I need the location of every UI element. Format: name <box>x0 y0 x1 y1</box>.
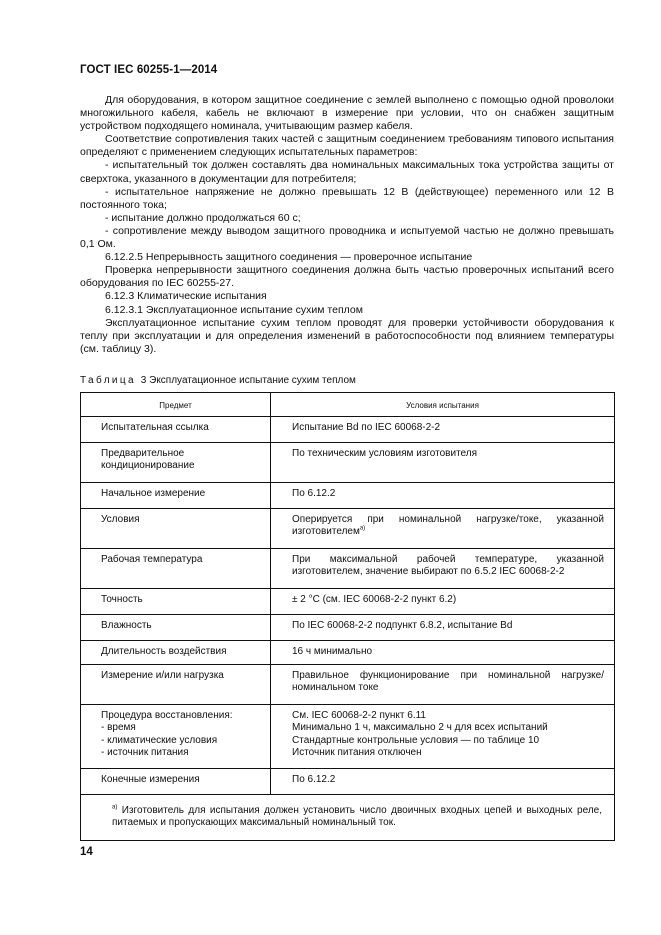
row-item: Конечные измерения <box>81 769 271 795</box>
row-item: Рабочая температура <box>81 549 271 589</box>
list-item: - испытание должно продолжаться 60 с; <box>105 211 301 224</box>
paragraph: Соответствие сопротивления таких частей с защитным соединением требованиям типового испытания определяют с применением следующих испытательных параметров: <box>80 133 614 159</box>
table-caption-text: 3 Эксплуатационное испытание сухим теплом <box>140 375 356 386</box>
footnote-reference: a) <box>359 526 366 533</box>
table-footnote-row <box>81 795 615 841</box>
row-item-line: - источник питания <box>101 747 189 759</box>
section-heading: 6.12.3.1 Эксплуатационное испытание сухим теплом <box>105 303 363 316</box>
footnote-mark: a) <box>112 804 118 811</box>
row-condition: По IEC 60068-2-2 подпункт 6.8.2, испытание Bd <box>271 615 615 641</box>
row-item: Точность <box>81 589 271 615</box>
row-condition: Правильное функционирование при номинальной нагрузке/ номинальном токе <box>271 665 615 705</box>
row-condition <box>271 509 615 549</box>
row-item: Начальное измерение <box>81 483 271 509</box>
row-condition: По техническим условиям изготовителя <box>271 443 615 483</box>
row-condition: 16 ч минимально <box>271 641 615 665</box>
row-condition-line: Источник питания отключен <box>292 747 422 759</box>
table-row <box>81 615 615 641</box>
body-text <box>80 94 614 356</box>
row-condition: По 6.12.2 <box>271 769 615 795</box>
section-heading: 6.12.2.5 Непрерывность защитного соединения — проверочное испытание <box>105 251 473 264</box>
row-item: Предварительное кондиционирование <box>81 443 271 483</box>
row-item: Измерение и/или нагрузка <box>81 665 271 705</box>
list-item: - испытательный ток должен составлять два номинальных максимальных тока устройства защиты от сверхтока, указанного в документации для потребителя; <box>80 159 614 185</box>
paragraph: Для оборудования, в котором защитное соединение с землей выполнено с помощью одной проволоки многожильного кабеля, кабель не включают в измерение при условии, что он снабжен защитным устройством подходящего номинала, учитывающим размер кабеля. <box>80 94 614 133</box>
section-heading: 6.12.3 Климатические испытания <box>105 290 267 303</box>
row-item: Испытательная ссылка <box>81 417 271 443</box>
table-row <box>81 769 615 795</box>
row-condition <box>271 705 615 769</box>
row-condition: По 6.12.2 <box>271 483 615 509</box>
document-header: ГОСТ IEC 60255-1—2014 <box>80 64 218 76</box>
row-condition-line: См. IEC 60068-2-2 пункт 6.11 <box>292 710 426 721</box>
table-row <box>81 641 615 665</box>
condition-text: Оперируется при номинальной нагрузке/токе, указанной изготовителем <box>292 514 604 538</box>
row-condition-line: Минимально 1 ч, максимально 2 ч для всех испытаний <box>292 722 548 734</box>
row-item: Длительность воздействия <box>81 641 271 665</box>
table-footnote <box>81 795 615 841</box>
row-item-line: - климатические условия <box>101 734 218 746</box>
table-row <box>81 509 615 549</box>
table-row <box>81 417 615 443</box>
row-item-line: - время <box>101 722 136 734</box>
row-item: Условия <box>81 509 271 549</box>
table-row <box>81 483 615 509</box>
table-caption-prefix: Таблица <box>80 375 137 386</box>
page-number: 14 <box>80 846 93 858</box>
table-row <box>81 705 615 769</box>
list-item: - сопротивление между выводом защитного проводника и испытуемой частью не должно превышать 0,1 Ом. <box>80 224 614 251</box>
table-row <box>81 443 615 483</box>
row-item <box>81 705 271 769</box>
table-row <box>81 549 615 589</box>
column-header-item: Предмет <box>81 393 271 417</box>
row-condition-line: Стандартные контрольные условия — по таблице 10 <box>292 734 540 746</box>
row-condition: ± 2 °C (см. IEC 60068-2-2 пункт 6.2) <box>271 589 615 615</box>
paragraph: Проверка непрерывности защитного соединения должна быть частью проверочных испытаний всего оборудования по IEC 60255-27. <box>80 264 614 290</box>
table-header-row <box>81 393 615 417</box>
table-caption <box>80 375 356 386</box>
paragraph: Эксплуатационное испытание сухим теплом проводят для проверки устойчивости оборудования к теплу при эксплуатации и для определения изменений в работоспособности под влиянием температуры (см. таблицу 3). <box>80 316 614 355</box>
list-item: - испытательное напряжение не должно превышать 12 В (действующее) переменного или 12 В постоянного тока; <box>80 185 614 211</box>
row-condition: Испытание Bd по IEC 60068-2-2 <box>271 417 615 443</box>
row-item-line: Процедура восстановления: <box>101 710 233 721</box>
column-header-conditions: Условия испытания <box>271 393 615 417</box>
table-row <box>81 589 615 615</box>
row-item: Влажность <box>81 615 271 641</box>
test-conditions-table <box>80 392 615 841</box>
footnote-text: Изготовитель для испытания должен установить число двоичных входных цепей и выходных реле, питаемых и пропускающих максимальный номинальный ток. <box>112 805 603 829</box>
table-row <box>81 665 615 705</box>
row-condition: При максимальной рабочей температуре, указанной изготовителем, значение выбирают по 6.5.2 IEC 60068-2-2 <box>271 549 615 589</box>
